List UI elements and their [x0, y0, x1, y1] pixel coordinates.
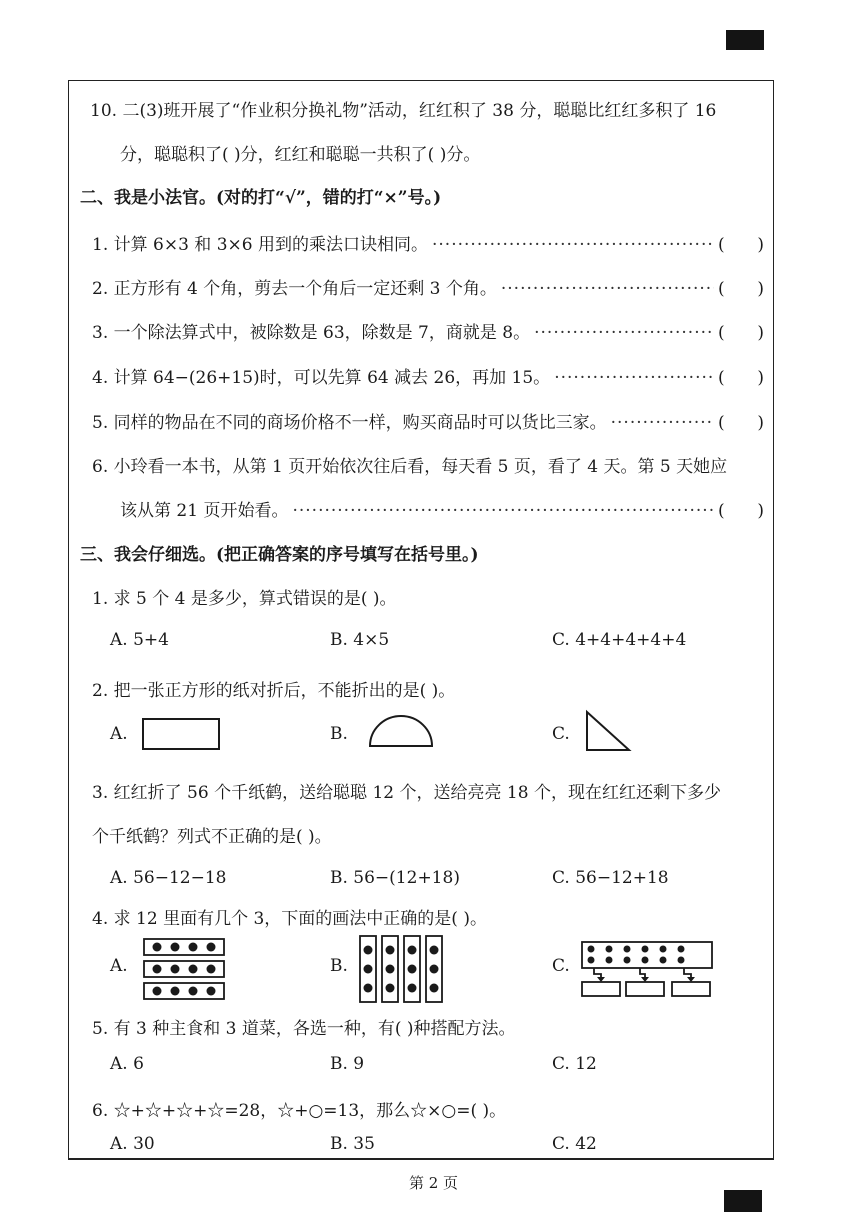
- judge-item-text: 5. 同样的物品在不同的商场价格不一样，购买商品时可以货比三家。: [92, 413, 607, 433]
- q1-option-c[interactable]: C. 4+4+4+4+4: [552, 630, 687, 650]
- section3-heading: 三、我会仔细选。(把正确答案的序号填写在括号里。): [80, 545, 479, 565]
- dots-split-into-three-boxes-icon: [580, 940, 716, 1000]
- q3-option-a[interactable]: A. 56−12−18: [110, 868, 227, 888]
- q4-option-c[interactable]: C.: [552, 956, 570, 976]
- answer-bracket[interactable]: ( ): [718, 323, 764, 343]
- judge-item-5: [92, 408, 764, 433]
- choice-q3-line2: 个千纸鹤？列式不正确的是( )。: [92, 827, 332, 847]
- choice-q3-line1: 3. 红红折了 56 个千纸鹤，送给聪聪 12 个，送给亮亮 18 个，现在红红还剩下多少: [92, 783, 721, 803]
- q1-option-b[interactable]: B. 4×5: [330, 630, 390, 650]
- judge-item-6-line1: 6. 小玲看一本书，从第 1 页开始依次往后看，每天看 5 页，看了 4 天。第 5 天她应: [92, 457, 728, 477]
- answer-bracket[interactable]: ( ): [718, 368, 764, 388]
- judge-item-3: [92, 318, 764, 343]
- judge-item-text: 该从第 21 页开始看。: [120, 501, 289, 521]
- q5-option-b[interactable]: B. 9: [330, 1054, 365, 1074]
- bottom-rule: [68, 1158, 774, 1160]
- q4-option-a[interactable]: A.: [110, 956, 128, 976]
- q4-option-b[interactable]: B.: [330, 956, 348, 976]
- q3-option-b[interactable]: B. 56−(12+18): [330, 868, 460, 888]
- four-columns-of-three-dots-icon: [358, 934, 446, 1004]
- q2-option-b[interactable]: B.: [330, 724, 348, 744]
- judge-item-6: [120, 496, 764, 521]
- answer-bracket[interactable]: ( ): [718, 235, 764, 255]
- judge-item-2: [92, 274, 764, 299]
- three-rows-of-four-dots-icon: [142, 936, 226, 1002]
- q10-line1: 10. 二(3)班开展了“作业积分换礼物”活动，红红积了 38 分，聪聪比红红多积了 16: [90, 101, 717, 121]
- choice-q2-stem: 2. 把一张正方形的纸对折后，不能折出的是( )。: [92, 681, 456, 701]
- judge-item-text: 2. 正方形有 4 个角，剪去一个角后一定还剩 3 个角。: [92, 279, 497, 299]
- choice-q6-stem: 6. ☆+☆+☆+☆=28，☆+○=13，那么☆×○=( )。: [92, 1101, 507, 1121]
- answer-bracket[interactable]: ( ): [718, 279, 764, 299]
- answer-bracket[interactable]: ( ): [718, 501, 764, 521]
- answer-bracket[interactable]: ( ): [718, 413, 764, 433]
- section2-heading: 二、我是小法官。(对的打“√”，错的打“×”号。): [80, 188, 442, 208]
- choice-q4-stem: 4. 求 12 里面有几个 3，下面的画法中正确的是( )。: [92, 909, 487, 929]
- q6-option-b[interactable]: B. 35: [330, 1134, 375, 1154]
- q6-option-c[interactable]: C. 42: [552, 1134, 597, 1154]
- rectangle-shape-icon: [142, 718, 222, 750]
- corner-mark-top: [726, 30, 764, 50]
- q3-option-c[interactable]: C. 56−12+18: [552, 868, 669, 888]
- choice-q5-stem: 5. 有 3 种主食和 3 道菜，各选一种，有( )种搭配方法。: [92, 1019, 516, 1039]
- q2-option-a[interactable]: A.: [110, 724, 128, 744]
- judge-item-text: 1. 计算 6×3 和 3×6 用到的乘法口诀相同。: [92, 235, 428, 255]
- page-number: 第 2 页: [408, 1174, 459, 1192]
- semicircle-shape-icon: [368, 714, 434, 748]
- triangle-shape-icon: [585, 710, 631, 752]
- q10-line2: 分，聪聪积了( )分，红红和聪聪一共积了( )分。: [120, 145, 481, 165]
- judge-item-text: 3. 一个除法算式中，被除数是 63，除数是 7，商就是 8。: [92, 323, 531, 343]
- q5-option-c[interactable]: C. 12: [552, 1054, 597, 1074]
- q6-option-a[interactable]: A. 30: [110, 1134, 155, 1154]
- judge-item-1: [92, 230, 764, 255]
- q5-option-a[interactable]: A. 6: [110, 1054, 144, 1074]
- judge-item-4: [92, 363, 764, 388]
- q1-option-a[interactable]: A. 5+4: [110, 630, 169, 650]
- judge-item-text: 4. 计算 64−(26+15)时，可以先算 64 减去 26，再加 15。: [92, 368, 551, 388]
- choice-q1-stem: 1. 求 5 个 4 是多少，算式错误的是( )。: [92, 589, 397, 609]
- corner-mark-bottom: [724, 1190, 762, 1212]
- q2-option-c[interactable]: C.: [552, 724, 570, 744]
